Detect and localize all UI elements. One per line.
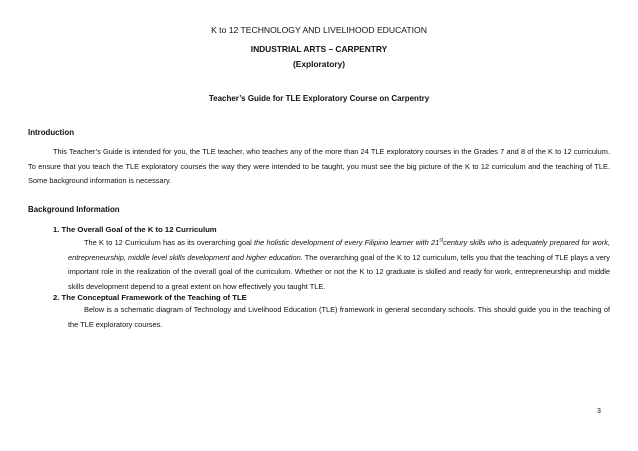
item-1-paragraph [68,236,610,294]
guide-title: Teacher’s Guide for TLE Exploratory Course on Carpentry [208,94,430,103]
item-1-goal-a: the holistic development of every Filipino learner with 21 [253,238,440,247]
item-1-goal-superscript: st [439,237,444,244]
course-title: INDUSTRIAL ARTS – CARPENTRY [250,44,388,54]
item-1-lead: The K to 12 Curriculum has as its overarching goal [84,238,254,247]
item-2-title: 2. The Conceptual Framework of the Teaching of TLE [53,293,247,302]
background-heading: Background Information [28,205,120,214]
page-number: 3 [597,408,601,415]
item-1-rest: The overarching goal of the K to 12 curriculum, tells you that the teaching of TLE plays a very important role in the realization of the overall goal of the curriculum. Whether or not the K to 12 graduate is skilled and ready for work, entrepreneurship and middle skills development depend to a great extent on how effectively you taught TLE. [68,252,611,291]
course-subtitle: (Exploratory) [292,59,346,69]
item-2-paragraph: Below is a schematic diagram of Technology and Livelihood Education (TLE) framework in general secondary schools. This should guide you in the teaching of the TLE exploratory courses. [68,305,610,329]
document-header: K to 12 TECHNOLOGY AND LIVELIHOOD EDUCATION [211,25,427,35]
item-1-goal-b: century skills who is adequately prepared for work, entrepreneurship, middle level skills development and higher education. [68,238,610,262]
introduction-paragraph: This Teacher’s Guide is intended for you, the TLE teacher, who teaches any of the more than 24 TLE exploratory courses in the Grades 7 and 8 of the K to 12 curriculum. To ensure that you teach the TLE exploratory courses the way they were intended to be taught, you must see the big picture of the K to 12 curriculum and the teaching of TLE. Some background information is necessary. [28,147,610,186]
item-1-title: 1. The Overall Goal of the K to 12 Curriculum [53,225,217,234]
introduction-heading: Introduction [28,128,75,137]
